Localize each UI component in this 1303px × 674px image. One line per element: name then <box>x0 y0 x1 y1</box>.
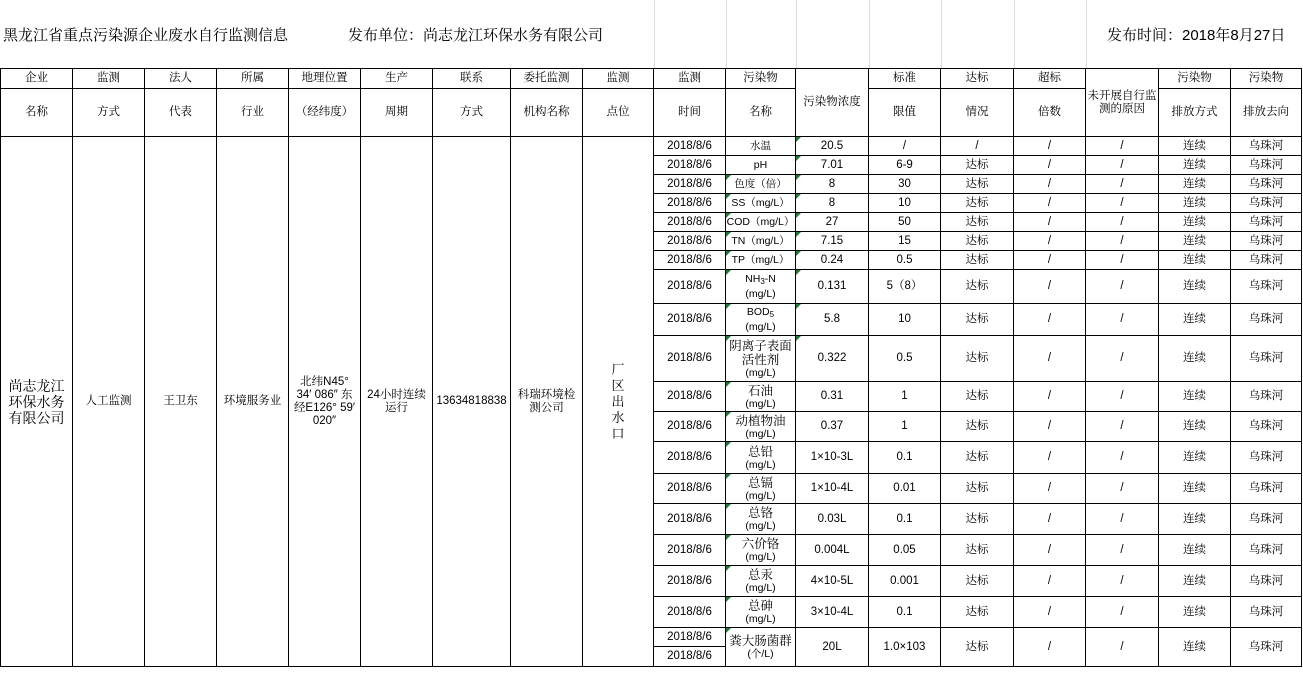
pollutant-subscript: 5 <box>769 310 775 319</box>
monitoring-time: 2018/8/6 <box>654 566 726 597</box>
pollutant-subscript: 3 <box>760 277 765 286</box>
pollutant-name: 粪大肠菌群 <box>729 634 792 648</box>
discharge-destination-cell: 乌珠河 <box>1231 382 1302 412</box>
reason-cell: / <box>1086 304 1159 336</box>
exceed-ratio-cell: / <box>1014 504 1086 535</box>
concentration-cell: 0.322 <box>796 336 869 382</box>
pollutant-name-cell <box>726 504 796 535</box>
pollutant-name-cell <box>726 304 796 336</box>
pollutant-name-cell <box>726 382 796 412</box>
location-cell: 北纬N45° 34′ 086″ 东经E126° 59′ 020″ <box>289 137 361 667</box>
exceed-ratio-cell: / <box>1014 175 1086 194</box>
discharge-mode-cell: 连续 <box>1159 535 1231 566</box>
pollutant-name: 石油 <box>747 383 773 398</box>
exceed-ratio-cell: / <box>1014 156 1086 175</box>
pollutant-name-cell <box>726 628 796 667</box>
pollutant-name: 色度（倍） <box>734 178 787 190</box>
monitoring-time: 2018/8/6 <box>654 175 726 194</box>
column-header-top: 监测 <box>654 69 726 89</box>
exceed-ratio-cell: / <box>1014 628 1086 667</box>
concentration-cell: 0.03L <box>796 504 869 535</box>
title-bar <box>0 0 1303 68</box>
pollutant-name: 总铅 <box>747 444 773 459</box>
discharge-destination-cell: 乌珠河 <box>1231 504 1302 535</box>
monitoring-time: 2018/8/6 <box>667 650 712 662</box>
compliance-cell: 达标 <box>941 232 1014 251</box>
pollutant-name-cell <box>726 336 796 382</box>
pollutant-name: 总汞 <box>747 568 773 582</box>
exceed-ratio-cell: / <box>1014 251 1086 270</box>
discharge-mode-cell: 连续 <box>1159 597 1231 628</box>
pollutant-name-cell <box>726 194 796 213</box>
reason-cell: / <box>1086 194 1159 213</box>
column-header-bottom: 方式 <box>433 89 511 137</box>
pollutant-unit: (mg/L) <box>745 613 776 625</box>
pollutant-name-cell <box>726 232 796 251</box>
pollutant-name: BOD <box>746 306 770 318</box>
column-header: 未开展自行监测的原因 <box>1086 69 1159 137</box>
column-header-bottom: 名称 <box>1 89 73 137</box>
title-cell <box>797 0 870 68</box>
discharge-destination-cell: 乌珠河 <box>1231 137 1302 156</box>
column-header-bottom: 排放方式 <box>1159 89 1231 137</box>
compliance-cell: 达标 <box>941 474 1014 504</box>
column-header: 污染物浓度 <box>796 69 869 137</box>
standard-limit-cell: 0.01 <box>869 474 941 504</box>
compliance-cell: 达标 <box>941 535 1014 566</box>
discharge-destination-cell: 乌珠河 <box>1231 535 1302 566</box>
column-header-top: 法人 <box>145 69 217 89</box>
discharge-mode-cell: 连续 <box>1159 382 1231 412</box>
discharge-destination-cell: 乌珠河 <box>1231 270 1302 304</box>
publisher-text: 发布单位：尚志龙江环保水务有限公司 <box>348 27 604 44</box>
column-header-bottom: 时间 <box>654 89 726 137</box>
column-header-top: 超标 <box>1014 69 1086 89</box>
pollutant-name-cell <box>726 175 796 194</box>
pollutant-unit: (mg/L) <box>745 520 776 532</box>
standard-limit-cell: 6-9 <box>869 156 941 175</box>
discharge-destination-cell: 乌珠河 <box>1231 194 1302 213</box>
reason-cell: / <box>1086 382 1159 412</box>
pollutant-unit: (mg/L) <box>745 366 776 379</box>
standard-limit-cell: 30 <box>869 175 941 194</box>
discharge-destination-cell: 乌珠河 <box>1231 597 1302 628</box>
production-cycle-cell: 24小时连续运行 <box>361 137 433 667</box>
pollutant-suffix: -N <box>764 273 776 285</box>
column-header-bottom: 情况 <box>941 89 1014 137</box>
pollutant-name: 总镉 <box>747 475 773 490</box>
pollutant-name-cell <box>726 251 796 270</box>
concentration-cell: 0.37 <box>796 412 869 442</box>
pollutant-name: 水温 <box>750 140 771 152</box>
concentration-cell: 20.5 <box>796 137 869 156</box>
reason-cell: / <box>1086 628 1159 667</box>
pollutant-name-cell <box>726 597 796 628</box>
discharge-mode-cell: 连续 <box>1159 474 1231 504</box>
exceed-ratio-cell: / <box>1014 304 1086 336</box>
discharge-destination-cell: 乌珠河 <box>1231 175 1302 194</box>
table-row <box>1 137 1302 156</box>
pollutant-name: 总铬 <box>747 506 773 520</box>
pollutant-name-cell <box>726 412 796 442</box>
title-cell <box>870 0 942 68</box>
compliance-cell: 达标 <box>941 251 1014 270</box>
pollutant-name-cell <box>726 156 796 175</box>
discharge-mode-cell: 连续 <box>1159 194 1231 213</box>
concentration-cell: 0.31 <box>796 382 869 412</box>
concentration-cell: 7.15 <box>796 232 869 251</box>
reason-cell: / <box>1086 412 1159 442</box>
monitoring-time: 2018/8/6 <box>654 270 726 304</box>
standard-limit-cell: 50 <box>869 213 941 232</box>
standard-limit-cell: 0.1 <box>869 597 941 628</box>
exceed-ratio-cell: / <box>1014 474 1086 504</box>
monitoring-time: 2018/8/6 <box>654 304 726 336</box>
pollutant-name-cell <box>726 442 796 474</box>
discharge-mode-cell: 连续 <box>1159 213 1231 232</box>
concentration-cell: 8 <box>796 175 869 194</box>
column-header-top: 标准 <box>869 69 941 89</box>
standard-limit-cell: / <box>869 137 941 156</box>
standard-limit-cell: 0.5 <box>869 251 941 270</box>
exceed-ratio-cell: / <box>1014 232 1086 251</box>
reason-cell: / <box>1086 597 1159 628</box>
concentration-cell: 5.8 <box>796 304 869 336</box>
concentration-cell: 7.01 <box>796 156 869 175</box>
compliance-cell: 达标 <box>941 304 1014 336</box>
compliance-cell: 达标 <box>941 213 1014 232</box>
standard-limit-cell: 10 <box>869 304 941 336</box>
discharge-destination-cell: 乌珠河 <box>1231 232 1302 251</box>
compliance-cell: 达标 <box>941 412 1014 442</box>
column-header-bottom: 方式 <box>73 89 145 137</box>
monitoring-table <box>0 68 1302 667</box>
title-cell <box>942 0 1015 68</box>
discharge-destination-cell: 乌珠河 <box>1231 156 1302 175</box>
compliance-cell: 达标 <box>941 382 1014 412</box>
monitoring-point-label: 厂区出水口 <box>611 361 625 441</box>
reason-cell: / <box>1086 442 1159 474</box>
reason-cell: / <box>1086 474 1159 504</box>
column-header-bottom: （经纬度） <box>289 89 361 137</box>
discharge-mode-cell: 连续 <box>1159 270 1231 304</box>
discharge-mode-cell: 连续 <box>1159 412 1231 442</box>
document-title: 黑龙江省重点污染源企业废水自行监测信息 <box>3 27 289 44</box>
pollutant-unit: (mg/L) <box>745 551 776 563</box>
concentration-cell: 1×10-3L <box>796 442 869 474</box>
reason-cell: / <box>1086 213 1159 232</box>
legal-rep-cell: 王卫东 <box>145 137 217 667</box>
concentration-cell: 3×10-4L <box>796 597 869 628</box>
compliance-cell: 达标 <box>941 175 1014 194</box>
compliance-cell: 达标 <box>941 442 1014 474</box>
column-header-bottom: 点位 <box>583 89 654 137</box>
standard-limit-cell: 0.05 <box>869 535 941 566</box>
monitoring-time: 2018/8/6 <box>654 474 726 504</box>
reason-cell: / <box>1086 175 1159 194</box>
exceed-ratio-cell: / <box>1014 535 1086 566</box>
concentration-cell: 0.131 <box>796 270 869 304</box>
reason-cell: / <box>1086 156 1159 175</box>
title-cell <box>727 0 797 68</box>
pollutant-name: COD（mg/L） <box>726 216 795 228</box>
column-header-bottom: 限值 <box>869 89 941 137</box>
compliance-cell: / <box>941 137 1014 156</box>
discharge-destination-cell: 乌珠河 <box>1231 412 1302 442</box>
column-header-top: 企业 <box>1 69 73 89</box>
discharge-mode-cell: 连续 <box>1159 175 1231 194</box>
pollutant-name-cell <box>726 137 796 156</box>
concentration-cell: 1×10-4L <box>796 474 869 504</box>
standard-limit-cell: 10 <box>869 194 941 213</box>
compliance-cell: 达标 <box>941 628 1014 667</box>
monitoring-time: 2018/8/6 <box>654 628 725 647</box>
column-header-bottom: 名称 <box>726 89 796 137</box>
reason-cell: / <box>1086 504 1159 535</box>
compliance-cell: 达标 <box>941 194 1014 213</box>
discharge-mode-cell: 连续 <box>1159 442 1231 474</box>
reason-cell: / <box>1086 232 1159 251</box>
column-header-top: 委托监测 <box>511 69 583 89</box>
reason-cell: / <box>1086 137 1159 156</box>
discharge-mode-cell: 连续 <box>1159 336 1231 382</box>
column-header-top: 监测 <box>73 69 145 89</box>
standard-limit-cell: 15 <box>869 232 941 251</box>
column-header-bottom: 机构名称 <box>511 89 583 137</box>
column-header-top: 地理位置 <box>289 69 361 89</box>
standard-limit-cell: 1 <box>869 382 941 412</box>
compliance-cell: 达标 <box>941 270 1014 304</box>
concentration-cell: 20L <box>796 628 869 667</box>
monitoring-point-cell <box>583 137 654 667</box>
exceed-ratio-cell: / <box>1014 382 1086 412</box>
compliance-cell: 达标 <box>941 566 1014 597</box>
column-header-top: 所属 <box>217 69 289 89</box>
compliance-cell: 达标 <box>941 597 1014 628</box>
monitoring-time: 2018/8/6 <box>654 442 726 474</box>
standard-limit-cell: 0.5 <box>869 336 941 382</box>
pollutant-name-cell <box>726 213 796 232</box>
contact-cell: 13634818838 <box>433 137 511 667</box>
column-header-bottom: 倍数 <box>1014 89 1086 137</box>
monitoring-method-cell: 人工监测 <box>73 137 145 667</box>
pollutant-name: TP（mg/L） <box>731 254 790 266</box>
pollutant-name-cell <box>726 566 796 597</box>
reason-cell: / <box>1086 336 1159 382</box>
discharge-destination-cell: 乌珠河 <box>1231 304 1302 336</box>
concentration-cell: 0.004L <box>796 535 869 566</box>
discharge-destination-cell: 乌珠河 <box>1231 336 1302 382</box>
monitoring-time: 2018/8/6 <box>654 597 726 628</box>
column-header-bottom: 排放去向 <box>1231 89 1302 137</box>
company-name-cell: 尚志龙江环保水务有限公司 <box>1 137 73 667</box>
discharge-destination-cell: 乌珠河 <box>1231 628 1302 667</box>
standard-limit-cell: 1 <box>869 412 941 442</box>
standard-limit-cell: 5（8） <box>869 270 941 304</box>
exceed-ratio-cell: / <box>1014 336 1086 382</box>
standard-limit-cell: 0.1 <box>869 504 941 535</box>
column-header-top: 联系 <box>433 69 511 89</box>
pollutant-unit: (mg/L) <box>745 458 776 471</box>
column-header-top: 监测 <box>583 69 654 89</box>
discharge-mode-cell: 连续 <box>1159 137 1231 156</box>
monitoring-time: 2018/8/6 <box>654 194 726 213</box>
discharge-destination-cell: 乌珠河 <box>1231 474 1302 504</box>
title-cell <box>1015 0 1087 68</box>
exceed-ratio-cell: / <box>1014 270 1086 304</box>
pollutant-unit: (mg/L) <box>745 427 776 440</box>
discharge-destination-cell: 乌珠河 <box>1231 251 1302 270</box>
discharge-mode-cell: 连续 <box>1159 232 1231 251</box>
discharge-mode-cell: 连续 <box>1159 504 1231 535</box>
reason-cell: / <box>1086 566 1159 597</box>
discharge-mode-cell: 连续 <box>1159 566 1231 597</box>
standard-limit-cell: 0.1 <box>869 442 941 474</box>
column-header-bottom: 行业 <box>217 89 289 137</box>
monitoring-time: 2018/8/6 <box>654 213 726 232</box>
discharge-mode-cell: 连续 <box>1159 304 1231 336</box>
monitoring-time: 2018/8/6 <box>654 504 726 535</box>
pollutant-name: NH <box>745 273 761 285</box>
publish-time-text: 发布时间：2018年8月27日 <box>1107 27 1286 44</box>
reason-cell: / <box>1086 535 1159 566</box>
agency-cell: 科瑞环境检测公司 <box>511 137 583 667</box>
industry-cell: 环境服务业 <box>217 137 289 667</box>
concentration-cell: 4×10-5L <box>796 566 869 597</box>
pollutant-unit: (mg/L) <box>745 321 776 333</box>
pollutant-name: SS（mg/L） <box>731 197 790 209</box>
concentration-cell: 8 <box>796 194 869 213</box>
monitoring-time: 2018/8/6 <box>654 232 726 251</box>
exceed-ratio-cell: / <box>1014 442 1086 474</box>
pollutant-unit: (mg/L) <box>745 489 776 502</box>
pollutant-name: 阴离子表面活性剂 <box>729 338 792 367</box>
discharge-mode-cell: 连续 <box>1159 156 1231 175</box>
monitoring-time: 2018/8/6 <box>654 412 726 442</box>
discharge-destination-cell: 乌珠河 <box>1231 213 1302 232</box>
discharge-mode-cell: 连续 <box>1159 251 1231 270</box>
exceed-ratio-cell: / <box>1014 213 1086 232</box>
monitoring-time: 2018/8/6 <box>654 336 726 382</box>
discharge-mode-cell: 连续 <box>1159 628 1231 667</box>
compliance-cell: 达标 <box>941 504 1014 535</box>
pollutant-name-cell <box>726 270 796 304</box>
pollutant-name: pH <box>753 159 768 171</box>
pollutant-name-cell <box>726 474 796 504</box>
exceed-ratio-cell: / <box>1014 412 1086 442</box>
monitoring-time: 2018/8/6 <box>654 156 726 175</box>
column-header-bottom: 周期 <box>361 89 433 137</box>
column-header-top: 污染物 <box>1159 69 1231 89</box>
pollutant-name: 总砷 <box>747 599 773 613</box>
pollutant-unit: (mg/L) <box>745 288 776 300</box>
pollutant-name: 六价铬 <box>741 537 780 551</box>
header-row-top <box>1 69 1302 89</box>
reason-cell: / <box>1086 251 1159 270</box>
discharge-destination-cell: 乌珠河 <box>1231 442 1302 474</box>
compliance-cell: 达标 <box>941 336 1014 382</box>
concentration-cell: 0.24 <box>796 251 869 270</box>
exceed-ratio-cell: / <box>1014 137 1086 156</box>
column-header-top: 污染物 <box>726 69 796 89</box>
monitoring-time: 2018/8/6 <box>654 251 726 270</box>
monitoring-time: 2018/8/6 <box>654 137 726 156</box>
standard-limit-cell: 0.001 <box>869 566 941 597</box>
discharge-destination-cell: 乌珠河 <box>1231 566 1302 597</box>
monitoring-time: 2018/8/6 <box>654 382 726 412</box>
title-cell <box>655 0 727 68</box>
reason-cell: / <box>1086 270 1159 304</box>
pollutant-unit: (个/L) <box>747 648 774 660</box>
pollutant-unit: (mg/L) <box>745 582 776 594</box>
standard-limit-cell: 1.0×103 <box>869 628 941 667</box>
column-header-top: 污染物 <box>1231 69 1302 89</box>
exceed-ratio-cell: / <box>1014 194 1086 213</box>
exceed-ratio-cell: / <box>1014 566 1086 597</box>
pollutant-name-cell <box>726 535 796 566</box>
exceed-ratio-cell: / <box>1014 597 1086 628</box>
concentration-cell: 27 <box>796 213 869 232</box>
monitoring-time-cell <box>654 628 726 667</box>
column-header-bottom: 代表 <box>145 89 217 137</box>
compliance-cell: 达标 <box>941 156 1014 175</box>
monitoring-time: 2018/8/6 <box>654 535 726 566</box>
column-header-top: 达标 <box>941 69 1014 89</box>
pollutant-unit: (mg/L) <box>745 397 776 410</box>
pollutant-name: TN（mg/L） <box>731 235 790 247</box>
pollutant-name: 动植物油 <box>735 413 786 428</box>
column-header-top: 生产 <box>361 69 433 89</box>
